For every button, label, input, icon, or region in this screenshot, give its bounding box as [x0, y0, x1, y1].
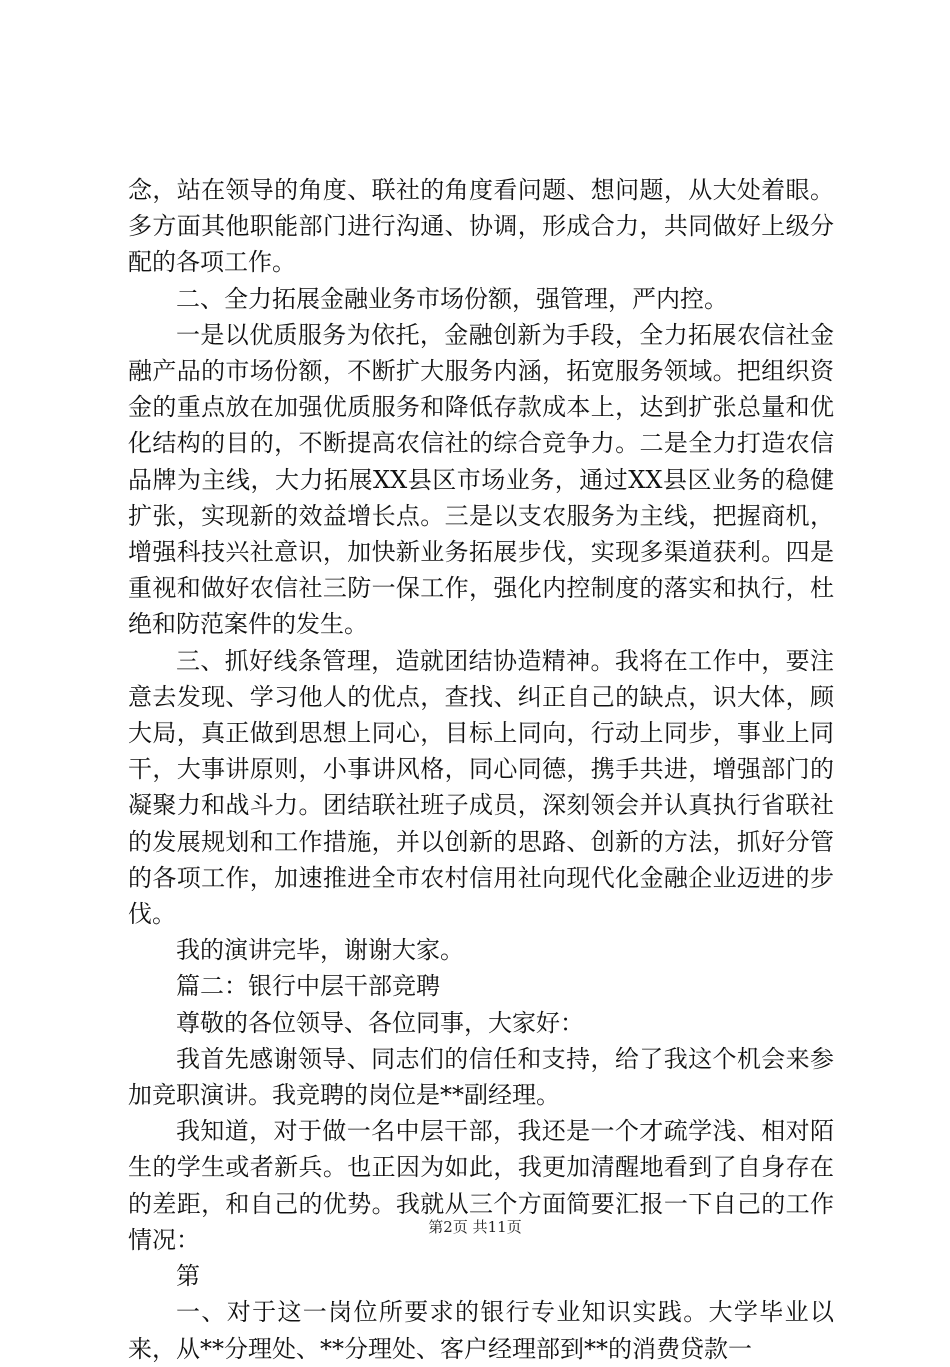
paragraph-part-two-title: 篇二：银行中层干部竞聘: [176, 972, 440, 1001]
paragraph-section-three: 三、抓好线条管理，造就团结协造精神。我将在工作中，要注意去发现、学习他人的优点，查找、纠正自己的缺点，识大体，顾大局，真正做到思想上同心，目标上同向，行动上同步，事业上同干，大事讲原则，小事讲风格，同心同德，携手共进，增强部门的凝聚力和战斗力。团结联社班子成员，深刻领会并认真执行省联社的发展规划和工作措施，并以创新的思路、创新的方法，抓好分管的各项工作，加速推进全市农村信用社向现代化金融企业迈进的步伐。: [128, 646, 834, 929]
paragraph-thanks: 我首先感谢领导、同志们的信任和支持，给了我这个机会来参加竞职演讲。我竞聘的岗位是**副经理。: [128, 1044, 834, 1110]
paragraph-continued: 念，站在领导的角度、联社的角度看问题、想问题，从大处着眼。多方面其他职能部门进行沟通、协调，形成合力，共同做好上级分配的各项工作。: [128, 176, 834, 277]
paragraph-greeting: 尊敬的各位领导、各位同事，大家好：: [176, 1008, 584, 1037]
paragraph-section-two-heading: 二、全力拓展金融业务市场份额，强管理，严内控。: [176, 284, 728, 313]
paragraph-closing: 我的演讲完毕，谢谢大家。: [176, 936, 464, 965]
paragraph-section-two-body: 一是以优质服务为依托，金融创新为手段，全力拓展农信社金融产品的市场份额，不断扩大服务内涵，拓宽服务领域。把组织资金的重点放在加强优质服务和降低存款成本上，达到扩张总量和优化结构的目的，不断提高农信社的综合竞争力。二是全力打造农信品牌为主线，大力拓展XX县区市场业务，通过XX县区业务的稳健扩张，实现新的效益增长点。三是以支农服务为主线，把握商机，增强科技兴社意识，加快新业务拓展步伐，实现多渠道获利。四是重视和做好农信社三防一保工作，强化内控制度的落实和执行，杜绝和防范案件的发生。: [128, 320, 834, 639]
paragraph-ordinal: 第: [176, 1262, 200, 1291]
paragraph-point-one: 一、对于这一岗位所要求的银行专业知识实践。大学毕业以来，从**分理处、**分理处、客户经理部到**的消费贷款一: [128, 1298, 834, 1363]
paragraph-self-assessment: 我知道，对于做一名中层干部，我还是一个才疏学浅、相对陌生的学生或者新兵。也正因为如此，我更加清醒地看到了自身存在的差距，和自己的优势。我就从三个方面简要汇报一下自己的工作情况：: [128, 1117, 834, 1254]
page-number-footer: 第2页 共11页: [428, 1218, 522, 1236]
document-body: [128, 172, 834, 1367]
